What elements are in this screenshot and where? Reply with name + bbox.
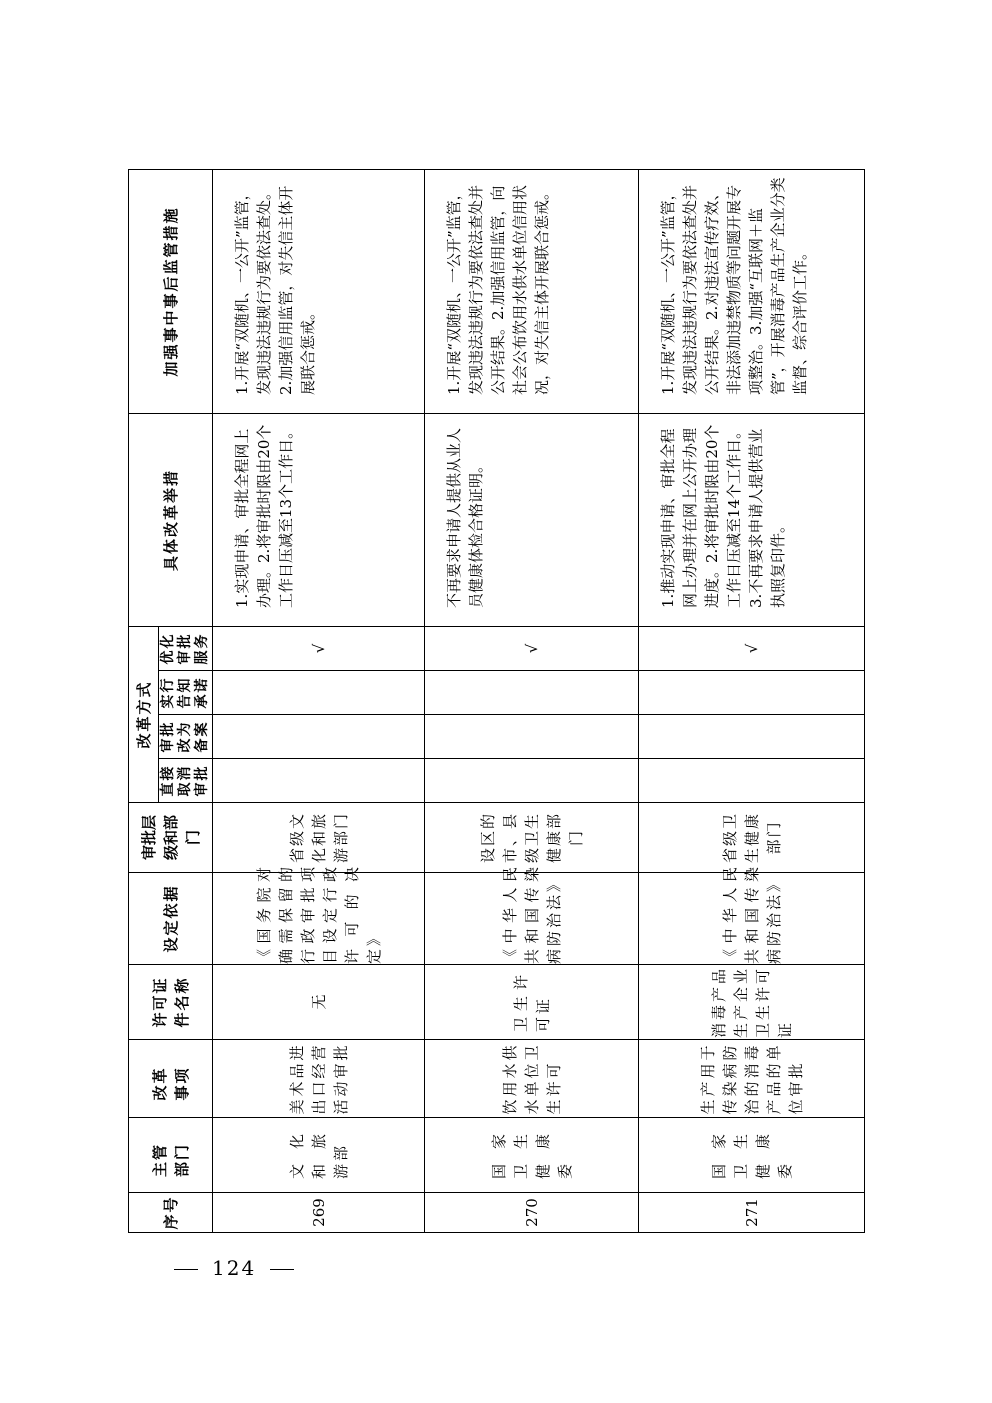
cell-mode-cancel bbox=[213, 759, 425, 803]
header-mode-notify: 实行告知承诺 bbox=[159, 671, 213, 715]
cell-mode-notify bbox=[639, 671, 865, 715]
cell-dept: 国家卫生健康委 bbox=[425, 1118, 639, 1193]
cell-mode-filing bbox=[639, 715, 865, 759]
cell-seq: 269 bbox=[213, 1193, 425, 1233]
cell-license: 消毒产品生产企业卫生许可证 bbox=[639, 965, 865, 1040]
table-row bbox=[639, 169, 865, 1232]
header-seq: 序号 bbox=[129, 1193, 213, 1233]
cell-license: 卫生许可证 bbox=[425, 965, 639, 1040]
rotated-table-container bbox=[128, 170, 864, 1233]
header-mode-filing: 审批改为备案 bbox=[159, 715, 213, 759]
cell-measures: 1.实现申请、审批全程网上办理。2.将审批时限由20个工作日压减至13个工作日。 bbox=[213, 413, 425, 626]
cell-level: 省级卫生健康部门 bbox=[639, 803, 865, 873]
check-mark: √ bbox=[213, 626, 425, 670]
header-measures: 具体改革举措 bbox=[129, 413, 213, 626]
cell-basis: 《国务院对确需保留的行政审批项目设定行政许可的决定》 bbox=[213, 873, 425, 965]
page-number-text: 124 bbox=[212, 1256, 257, 1280]
cell-supervision: 1.开展“双随机、一公开”监管，发现违法违规行为要依法查处并公开结果。2.加强信用监管，向社会公布饮用水供水单位信用状况，对失信主体开展联合惩戒。 bbox=[425, 169, 639, 413]
header-license: 许可证件名称 bbox=[129, 965, 213, 1040]
header-mode-group: 改革方式 bbox=[129, 626, 159, 802]
header-level: 审批层级和部门 bbox=[129, 803, 213, 873]
header-row-1 bbox=[129, 169, 159, 1232]
cell-level: 省级文化和旅游部门 bbox=[213, 803, 425, 873]
header-item: 改革事项 bbox=[129, 1040, 213, 1118]
cell-dept: 国家卫生健康委 bbox=[639, 1118, 865, 1193]
cell-license: 无 bbox=[213, 965, 425, 1040]
cell-mode-notify bbox=[213, 671, 425, 715]
table-row bbox=[213, 169, 425, 1232]
header-supervision: 加强事中事后监管措施 bbox=[129, 169, 213, 413]
dash-right bbox=[270, 1269, 294, 1270]
cell-basis: 《中华人民共和国传染病防治法》 bbox=[639, 873, 865, 965]
reform-table bbox=[128, 169, 865, 1233]
table-row bbox=[425, 169, 639, 1232]
header-mode-optimize: 优化审批服务 bbox=[159, 626, 213, 670]
header-basis: 设定依据 bbox=[129, 873, 213, 965]
cell-supervision: 1.开展“双随机、一公开”监管，发现违法违规行为要依法查处并公开结果。2.对违法宣传疗效、非法添加违禁物质等问题开展专项整治。3.加强“互联网＋监管”，开展消毒产品生产企业分类监督、综合评价工作。 bbox=[639, 169, 865, 413]
cell-measures: 1.推动实现申请、审批全程网上办理并在网上公开办理进度。2.将审批时限由20个工作日压减至14个工作日。3.不再要求申请人提供营业执照复印件。 bbox=[639, 413, 865, 626]
header-mode-cancel: 直接取消审批 bbox=[159, 759, 213, 803]
dash-left bbox=[174, 1269, 198, 1270]
cell-measures: 不再要求申请人提供从业人员健康体检合格证明。 bbox=[425, 413, 639, 626]
cell-item: 饮用水供水单位卫生许可 bbox=[425, 1040, 639, 1118]
header-dept: 主管部门 bbox=[129, 1118, 213, 1193]
cell-level: 设区的市、县级卫生健康部门 bbox=[425, 803, 639, 873]
check-mark: √ bbox=[425, 626, 639, 670]
cell-item: 美术品进出口经营活动审批 bbox=[213, 1040, 425, 1118]
cell-mode-notify bbox=[425, 671, 639, 715]
cell-mode-cancel bbox=[425, 759, 639, 803]
cell-supervision: 1.开展“双随机、一公开”监管，发现违法违规行为要依法查处。2.加强信用监管，对失信主体开展联合惩戒。 bbox=[213, 169, 425, 413]
page-number bbox=[160, 1256, 308, 1280]
cell-mode-cancel bbox=[639, 759, 865, 803]
cell-item: 生产用于传染病防治的消毒产品的单位审批 bbox=[639, 1040, 865, 1118]
cell-dept: 文化和旅游部 bbox=[213, 1118, 425, 1193]
cell-mode-filing bbox=[213, 715, 425, 759]
cell-mode-filing bbox=[425, 715, 639, 759]
cell-seq: 271 bbox=[639, 1193, 865, 1233]
cell-basis: 《中华人民共和国传染病防治法》 bbox=[425, 873, 639, 965]
cell-seq: 270 bbox=[425, 1193, 639, 1233]
check-mark: √ bbox=[639, 626, 865, 670]
